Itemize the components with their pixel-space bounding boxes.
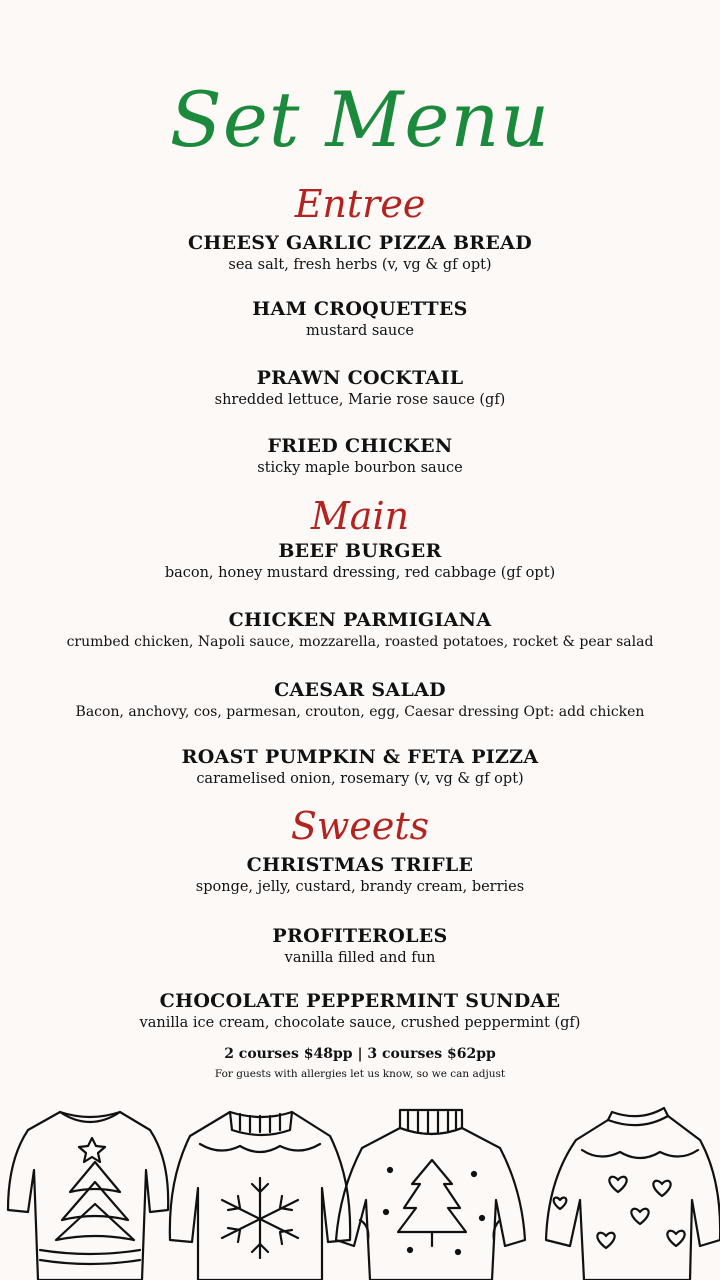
- pricing: 2 courses $48pp | 3 courses $62pp: [224, 1046, 496, 1062]
- allergy-note: For guests with allergies let us know, so we can adjust: [214, 1068, 506, 1080]
- heart-sweater-icon: [546, 1108, 720, 1280]
- menu-item-name: CHRISTMAS TRIFLE: [246, 854, 474, 876]
- menu-item: [0, 924, 720, 968]
- menu-item-name: HAM CROQUETTES: [252, 298, 468, 320]
- menu-item: [0, 853, 720, 897]
- pine-sweater-icon: [336, 1110, 525, 1280]
- menu-item: [0, 678, 720, 722]
- menu-item-name: BEEF BURGER: [278, 540, 442, 562]
- menu-item-desc: Bacon, anchovy, cos, parmesan, crouton, egg, Caesar dressing Opt: add chicken: [75, 704, 645, 720]
- menu-item-name: CHOCOLATE PEPPERMINT SUNDAE: [159, 990, 561, 1012]
- menu-item-name: CAESAR SALAD: [274, 679, 446, 701]
- menu-item-name: PROFITEROLES: [272, 925, 448, 947]
- menu-item-desc: sea salt, fresh herbs (v, vg & gf opt): [228, 257, 492, 273]
- menu-item: [0, 539, 720, 583]
- menu-item: [0, 434, 720, 478]
- menu-item: [0, 297, 720, 341]
- menu-item-name: FRIED CHICKEN: [267, 435, 453, 457]
- tree-sweater-icon: [8, 1112, 168, 1280]
- menu-item-name: ROAST PUMPKIN & FETA PIZZA: [181, 746, 539, 768]
- menu-item-desc: vanilla filled and fun: [284, 950, 436, 966]
- menu-item-desc: sponge, jelly, custard, brandy cream, berries: [195, 879, 525, 895]
- section-heading-main: Main: [310, 494, 410, 538]
- menu-item-name: CHICKEN PARMIGIANA: [228, 609, 492, 631]
- menu-item-desc: vanilla ice cream, chocolate sauce, crushed peppermint (gf): [139, 1015, 581, 1031]
- menu-item: [0, 745, 720, 789]
- sweaters-illustration: [0, 1100, 720, 1280]
- menu-item-desc: caramelised onion, rosemary (v, vg & gf opt): [196, 771, 524, 787]
- menu-item-desc: mustard sauce: [306, 323, 414, 339]
- section-heading-sweets: Sweets: [290, 804, 430, 848]
- menu-item: [0, 366, 720, 410]
- menu-item-desc: bacon, honey mustard dressing, red cabbage (gf opt): [164, 565, 556, 581]
- section-heading-entree: Entree: [294, 182, 426, 226]
- menu-item-name: PRAWN COCKTAIL: [256, 367, 464, 389]
- menu-item: [0, 608, 720, 652]
- menu-item-desc: shredded lettuce, Marie rose sauce (gf): [214, 392, 506, 408]
- menu-title: Set Menu: [169, 75, 551, 164]
- menu-item-desc: sticky maple bourbon sauce: [257, 460, 463, 476]
- snowflake-sweater-icon: [170, 1112, 350, 1280]
- menu-item-name: CHEESY GARLIC PIZZA BREAD: [188, 232, 532, 254]
- menu-item-desc: crumbed chicken, Napoli sauce, mozzarella, roasted potatoes, rocket & pear salad: [66, 634, 654, 650]
- menu-item: [0, 989, 720, 1033]
- menu-item: [0, 231, 720, 275]
